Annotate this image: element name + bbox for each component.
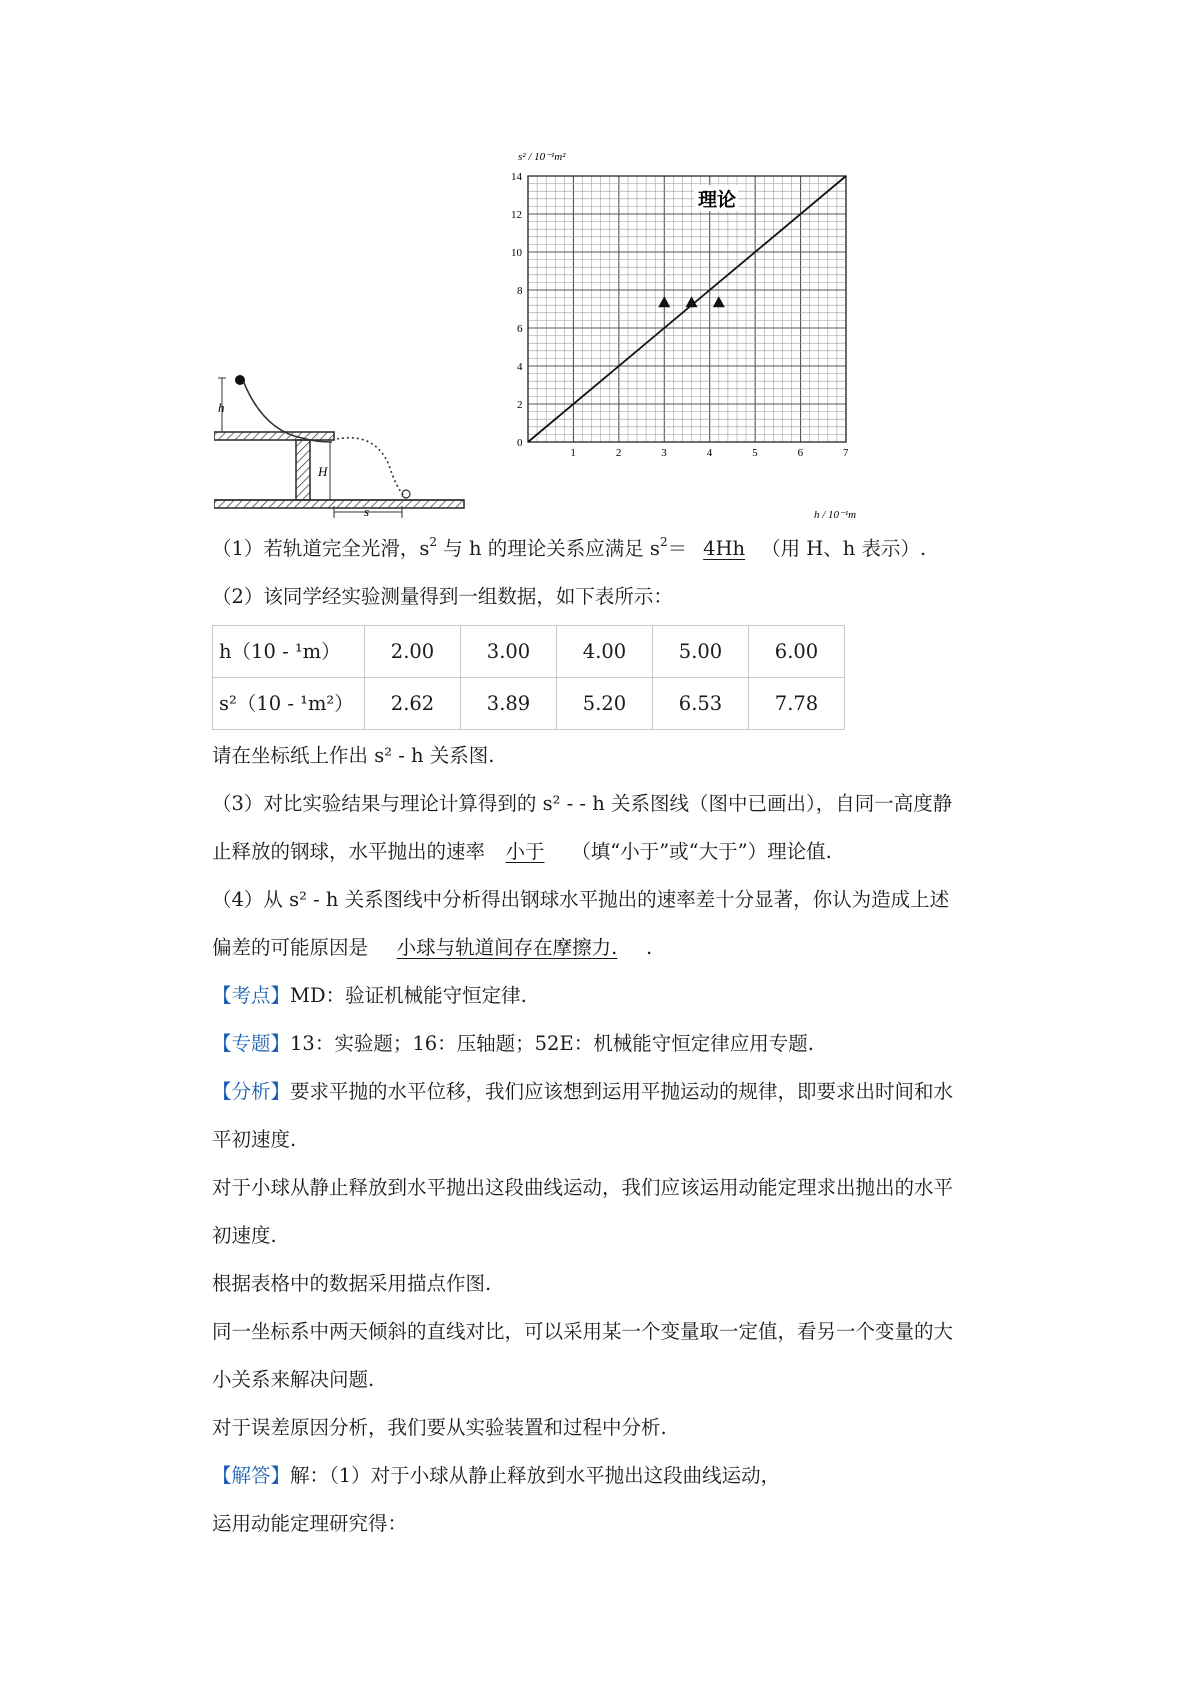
- table-cell: 2.62: [365, 678, 461, 730]
- q1-prefix: （1）若轨道完全光滑，s: [212, 537, 430, 560]
- question-4-line-1: （4）从 s² - h 关系图线中分析得出钢球水平抛出的速率差十分显著，你认为造成上述: [212, 888, 950, 911]
- question-3-line-1: （3）对比实验结果与理论计算得到的 s² - - h 关系图线（图中已画出），自同一高度静: [212, 792, 953, 815]
- jieda-line-2: 运用动能定理研究得：: [212, 1512, 408, 1535]
- table-row-head-s2: s²（10 - ¹m²）: [213, 678, 365, 730]
- theory-line: [528, 176, 846, 442]
- q3-answer: 小于: [505, 840, 545, 863]
- zhuanti-tag: 【专题】: [212, 1032, 291, 1055]
- kaodian-text: MD：验证机械能守恒定律.: [290, 984, 527, 1007]
- q4-text-b: .: [646, 936, 653, 959]
- jieda-line-1: [212, 1452, 1030, 1500]
- table-cell: 2.00: [365, 626, 461, 678]
- q3-text-a: 止释放的钢球，水平抛出的速率: [212, 840, 486, 863]
- annotation-theory: 理论: [698, 189, 737, 211]
- fenxi-line-1: [212, 1068, 1030, 1116]
- q1-eq: ＝: [667, 537, 688, 560]
- kaodian: [212, 972, 1030, 1020]
- label-h: h: [218, 400, 225, 415]
- q1-middle: 与 h 的理论关系应满足 s: [437, 537, 660, 560]
- x-tick-label: 4: [706, 447, 713, 459]
- steel-ball: [235, 375, 245, 385]
- fenxi-line-3: 对于小球从静止释放到水平抛出这段曲线运动，我们应该运用动能定理求出抛出的水平: [212, 1176, 954, 1199]
- zhuanti: [212, 1020, 1030, 1068]
- series: [528, 176, 846, 442]
- question-3-line-2: [212, 828, 1030, 876]
- y-tick-label: 14: [511, 171, 522, 183]
- fenxi-tag: 【分析】: [212, 1080, 291, 1103]
- table-top: [214, 432, 334, 440]
- x-tick-label: 7: [843, 447, 849, 459]
- question-1: [212, 525, 1030, 573]
- table-row-head-h: h（10 - ¹m）: [213, 626, 365, 678]
- table-cell: 4.00: [557, 626, 653, 678]
- y-tick-label: 6: [517, 323, 523, 335]
- table-cell: 6.00: [749, 626, 845, 678]
- x-tick-label: 1: [570, 447, 576, 459]
- fenxi-text: 要求平抛的水平位移，我们应该想到运用平抛运动的规律，即要求出时间和水: [290, 1080, 954, 1103]
- jieda-tag: 【解答】: [212, 1464, 291, 1487]
- table-cell: 7.78: [749, 678, 845, 730]
- y-tick-label: 0: [517, 437, 523, 449]
- y-tick-label: 12: [511, 209, 522, 221]
- ground: [214, 500, 464, 508]
- q3-text-b: （填“小于”或“大于”）理论值.: [571, 840, 832, 863]
- table-cell: 5.00: [653, 626, 749, 678]
- figure-area: [200, 150, 900, 520]
- kaodian-tag: 【考点】: [212, 984, 291, 1007]
- label-s: s: [364, 504, 370, 519]
- content: [212, 525, 1030, 1548]
- fenxi-line-5: 根据表格中的数据采用描点作图.: [212, 1272, 492, 1295]
- label-H: H: [318, 464, 328, 479]
- table-cell: 6.53: [653, 678, 749, 730]
- table-cell: 3.89: [461, 678, 557, 730]
- q1-sup: 2: [429, 534, 438, 549]
- question-4-line-2: [212, 924, 1030, 972]
- fenxi-line-8: 对于误差原因分析，我们要从实验装置和过程中分析.: [212, 1416, 667, 1439]
- data-point-marker: [658, 296, 670, 307]
- s2-h-graph: [496, 150, 900, 520]
- y-tick-label: 2: [517, 399, 523, 411]
- question-2-after: 请在坐标纸上作出 s² - h 关系图.: [212, 744, 495, 767]
- x-tick-label: 6: [797, 447, 804, 459]
- trajectory: [332, 438, 406, 498]
- data-point-marker: [713, 296, 725, 307]
- data-table: [212, 625, 845, 730]
- x-tick-label: 3: [661, 447, 667, 459]
- fenxi-line-6: 同一坐标系中两天倾斜的直线对比，可以采用某一个变量取一定值，看另一个变量的大: [212, 1320, 954, 1343]
- fenxi-line-7: 小关系来解决问题.: [212, 1368, 375, 1391]
- fenxi-line-2: 平初速度.: [212, 1128, 297, 1151]
- q4-text-a: 偏差的可能原因是: [212, 936, 369, 959]
- question-2-intro: （2）该同学经实验测量得到一组数据，如下表所示：: [212, 585, 673, 608]
- table-cell: 3.00: [461, 626, 557, 678]
- jieda-text: 解：（1）对于小球从静止释放到水平抛出这段曲线运动，: [290, 1464, 781, 1487]
- fenxi-line-4: 初速度.: [212, 1224, 277, 1247]
- q1-suffix: （用 H、h 表示）.: [761, 537, 927, 560]
- x-tick-label: 2: [615, 447, 622, 459]
- y-tick-label: 10: [511, 247, 522, 259]
- q4-answer: 小球与轨道间存在摩擦力.: [396, 936, 618, 959]
- zhuanti-text: 13：实验题；16：压轴题；52E：机械能守恒定律应用专题.: [290, 1032, 814, 1055]
- table-row: [213, 678, 845, 730]
- table-row: [213, 626, 845, 678]
- table-leg: [296, 440, 310, 500]
- y-tick-label: 4: [517, 361, 523, 373]
- q1-answer: 4Hh: [703, 537, 746, 560]
- q1-sup2: 2: [659, 534, 668, 549]
- y-axis-label: s² / 10⁻¹m²: [518, 151, 566, 163]
- table-cell: 5.20: [557, 678, 653, 730]
- x-tick-label: 5: [752, 447, 758, 459]
- x-axis-label: h / 10⁻¹m: [814, 509, 857, 520]
- apparatus-diagram: [214, 350, 494, 520]
- y-tick-label: 8: [517, 285, 523, 297]
